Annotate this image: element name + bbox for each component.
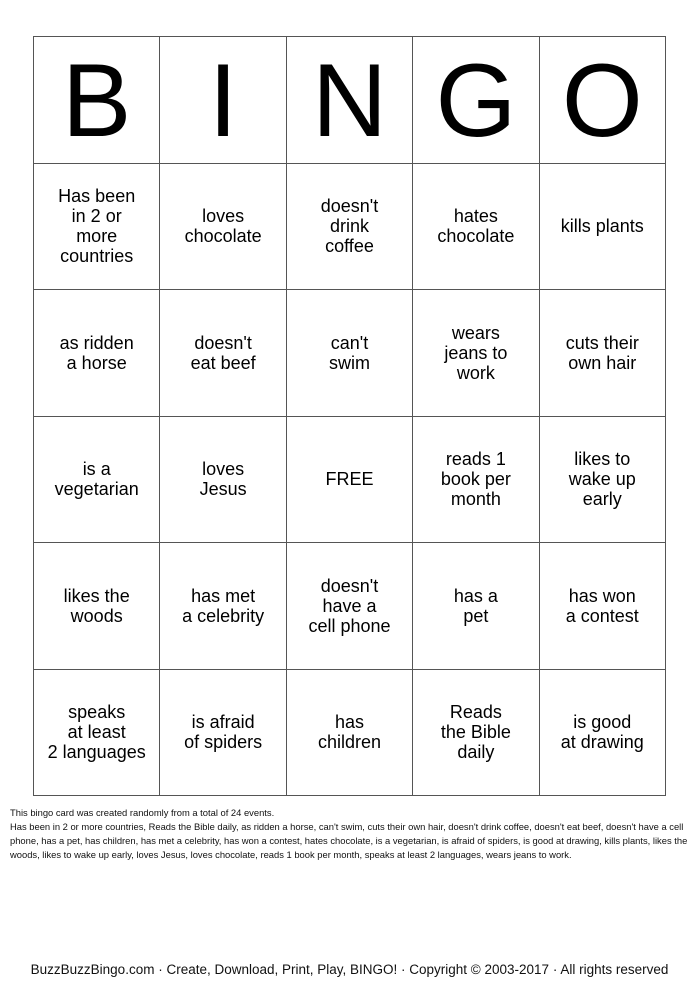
free-space[interactable] <box>287 417 413 544</box>
square-text-line: is good <box>573 712 632 733</box>
bingo-square[interactable] <box>287 164 413 291</box>
square-text-line: woods <box>70 605 123 626</box>
square-text-line: loves <box>202 459 245 480</box>
bingo-square[interactable] <box>160 543 286 670</box>
square-text-line: month <box>450 489 501 510</box>
square-text-line: drink <box>329 216 369 237</box>
bingo-square[interactable] <box>34 417 160 544</box>
square-text-line: wake up <box>568 469 636 490</box>
square-text-line: reads 1 <box>445 449 506 470</box>
bingo-square[interactable] <box>540 164 666 291</box>
square-text-line: has met <box>191 585 256 606</box>
square-text-line: kills plants <box>560 216 644 237</box>
header-letter-g: G <box>413 37 539 164</box>
bingo-square[interactable] <box>413 670 539 797</box>
bingo-square[interactable] <box>160 290 286 417</box>
square-text-line: chocolate <box>437 226 515 247</box>
footer-copyright: BuzzBuzzBingo.com · Create, Download, Print, Play, BINGO! · Copyright © 2003-2017 · All rights reserved <box>30 962 669 977</box>
square-text-line: likes to <box>574 449 631 470</box>
square-text-line: have a <box>322 595 377 616</box>
square-text-line: in 2 or <box>71 206 122 227</box>
square-text-line: at drawing <box>560 732 644 753</box>
square-text-line: speaks <box>68 702 126 723</box>
bingo-square[interactable] <box>287 670 413 797</box>
bingo-square[interactable] <box>287 543 413 670</box>
notes-summary: This bingo card was created randomly from a total of 24 events. <box>10 807 275 818</box>
square-text-line: at least <box>67 722 126 743</box>
square-text-line: as ridden <box>59 332 134 353</box>
square-text-line: has <box>334 712 364 733</box>
square-text-line: book per <box>440 469 511 490</box>
square-text-line: jeans to <box>444 342 508 363</box>
bingo-square[interactable] <box>34 164 160 291</box>
bingo-square[interactable] <box>34 290 160 417</box>
square-text-line: doesn't <box>320 575 379 596</box>
notes-event-list: Has been in 2 or more countries, Reads the Bible daily, as ridden a horse, can't swim, cuts their own hair, doesn't drink coffee, doesn't eat beef, doesn't have a cell phone, has a pet, has children, has met a celebrity, has won a contest, hates chocolate, is a vegetarian, is afraid of spiders, is good at drawing, kills plants, likes the woods, likes to wake up early, loves Jesus, loves chocolate, reads 1 book per month, speaks at least 2 languages, wears jeans to work. <box>10 821 688 860</box>
square-text-line: coffee <box>325 236 374 257</box>
square-text-line: likes the <box>63 585 130 606</box>
square-text-line: work <box>456 362 495 383</box>
square-text-line: Reads <box>449 702 502 723</box>
square-text-line: more <box>76 226 118 247</box>
square-text-line: doesn't <box>194 332 252 353</box>
bingo-square[interactable] <box>287 290 413 417</box>
square-text-line: a celebrity <box>182 605 265 626</box>
square-text-line: doesn't <box>320 196 379 217</box>
bingo-square[interactable] <box>160 164 286 291</box>
square-text-line: pet <box>463 605 489 626</box>
square-text-line: vegetarian <box>54 479 139 500</box>
bingo-square[interactable] <box>160 670 286 797</box>
square-text-line: is a <box>82 459 111 480</box>
square-text-line: cuts their <box>565 332 639 353</box>
square-text-line: of spiders <box>184 732 263 753</box>
bingo-square[interactable] <box>540 670 666 797</box>
square-text-line: hates <box>453 206 498 227</box>
square-text-line: wears <box>451 322 500 343</box>
square-text-line: chocolate <box>184 226 262 247</box>
header-letter-i: I <box>160 37 286 164</box>
bingo-square[interactable] <box>160 417 286 544</box>
card-notes <box>10 806 695 862</box>
square-text-line: can't <box>330 332 369 353</box>
bingo-square[interactable] <box>413 290 539 417</box>
square-text-line: a contest <box>565 605 639 626</box>
square-text-line: FREE <box>325 469 374 490</box>
square-text-line: has a <box>453 585 498 606</box>
square-text-line: early <box>582 489 622 510</box>
square-text-line: Jesus <box>199 479 247 500</box>
bingo-square[interactable] <box>34 670 160 797</box>
square-text-line: children <box>317 732 382 753</box>
bingo-square[interactable] <box>34 543 160 670</box>
square-text-line: the Bible <box>440 722 511 743</box>
square-text-line: daily <box>457 742 495 763</box>
square-text-line: own hair <box>568 352 637 373</box>
square-text-line: eat beef <box>190 352 256 373</box>
header-letter-o: O <box>540 37 666 164</box>
bingo-square[interactable] <box>413 417 539 544</box>
bingo-square[interactable] <box>540 417 666 544</box>
square-text-line: a horse <box>66 352 127 373</box>
square-text-line: countries <box>60 246 134 267</box>
square-text-line: is afraid <box>191 712 255 733</box>
square-text-line: has won <box>568 585 636 606</box>
square-text-line: cell phone <box>308 615 391 636</box>
header-letter-n: N <box>287 37 413 164</box>
square-text-line: loves <box>202 206 245 227</box>
bingo-square[interactable] <box>540 543 666 670</box>
header-letter-b: B <box>34 37 160 164</box>
bingo-square[interactable] <box>413 543 539 670</box>
square-text-line: 2 languages <box>47 742 146 763</box>
square-text-line: swim <box>328 352 370 373</box>
bingo-square[interactable] <box>540 290 666 417</box>
square-text-line: Has been <box>58 186 136 207</box>
bingo-card <box>33 36 666 796</box>
bingo-square[interactable] <box>413 164 539 291</box>
